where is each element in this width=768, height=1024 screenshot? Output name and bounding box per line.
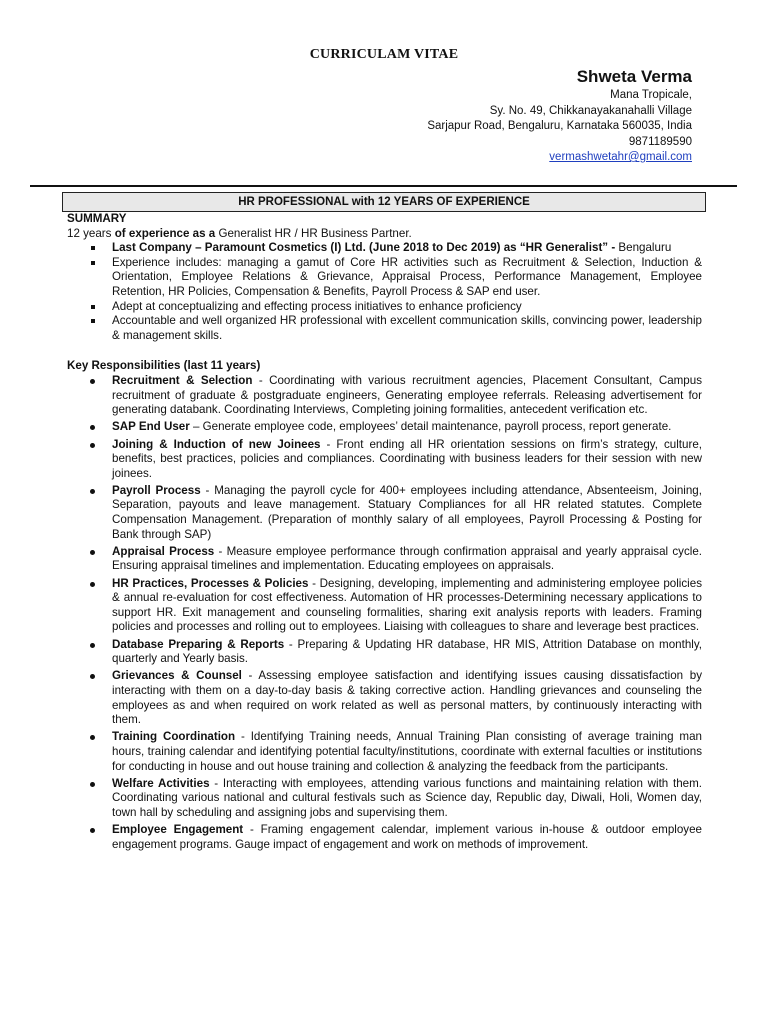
header-divider: [30, 185, 737, 187]
section-banner: HR PROFESSIONAL with 12 YEARS OF EXPERIENCE: [62, 192, 706, 212]
responsibility-item: [67, 545, 702, 574]
email-link[interactable]: vermashwetahr@gmail.com: [549, 151, 692, 163]
responsibility-text: - Measure employee performance through confirmation appraisal and yearly appraisal cycle. Ensuring appraisal timelines and implementation. Educating employees on appraisals.: [112, 544, 702, 573]
responsibility-item: [67, 438, 702, 482]
summary-list: [67, 241, 702, 343]
summary-heading: SUMMARY: [67, 212, 127, 225]
summary-item-text: Adept at conceptualizing and effecting process initiatives to enhance proficiency: [112, 299, 522, 313]
responsibility-text: - Front ending all HR orientation sessions on firm’s strategy, culture, benefits, best practices, policies and compliances. Coordinating with business leaders for their session with new joinees.: [112, 437, 702, 480]
summary-intro-lead: 12 years: [67, 226, 115, 240]
summary-item-text: Experience includes: managing a gamut of Core HR activities such as Recruitment & Selection, Induction & Orientation, Employee Relations & Grievance, Appraisal Process, Performance Management, Employee Retention, HR Policies, Compensation & Benefits, Payroll Process & SAP end user.: [112, 255, 702, 298]
responsibility-title: Welfare Activities: [112, 776, 210, 790]
responsibility-text: - Designing, developing, implementing and administering employee policies & annual re-evaluation for cost effectiveness. Automation of HR processes-Determining necessary applications to support HR. Exit management and counseling formalities, sharing exit analysis reports with leaders. Framing policies and processes and rolling out to employees. Liaising with colleagues to share and leverage best practices.: [112, 576, 702, 634]
responsibility-text: - Framing engagement calendar, implement various in-house & outdoor employee engagement programs. Gauge impact of engagement and work on methods of improvement.: [112, 823, 702, 851]
responsibility-text: - Assessing employee satisfaction and identifying issues causing dissatisfaction by interacting with them on a day-to-day basis & taking corrective action. Handling grievances and counseling the employees as and when required on work related as well as personal matters, by continuously interacting with them.: [112, 669, 702, 727]
address-line-2: Sy. No. 49, Chikkanayakanahalli Village: [489, 104, 692, 117]
responsibility-item: [67, 374, 702, 418]
responsibility-item: [67, 484, 702, 542]
responsibility-title: Employee Engagement: [112, 823, 244, 837]
responsibility-text: - Managing the payroll cycle for 400+ employees including attendance, Absenteeism, Joining, Separation, payouts and leave management. Statuary Compliances for all HR related statutes. Complete Compensation Management. (Preparation of monthly salary of all employees, Payroll Processing & Posting for Bank through SAP): [112, 483, 702, 541]
responsibility-title: HR Practices, Processes & Policies: [112, 576, 309, 590]
summary-intro-bold: of experience as a: [114, 226, 216, 240]
responsibilities-list: [67, 374, 702, 852]
responsibility-item: [67, 638, 702, 667]
summary-item-text: Accountable and well organized HR professional with excellent communication skills, convincing power, leadership & management skills.: [112, 314, 702, 342]
summary-item: [67, 241, 702, 256]
responsibility-item: [67, 420, 702, 435]
summary-item: [67, 300, 702, 315]
phone-number: 9871189590: [628, 135, 692, 148]
responsibility-text: – Generate employee code, employees’ detail maintenance, payroll process, report generate.: [189, 420, 672, 434]
summary-intro: [67, 227, 702, 242]
responsibility-item: [67, 669, 702, 727]
document-title: CURRICULAM VITAE: [309, 47, 459, 62]
responsibility-title: SAP End User: [112, 420, 190, 434]
summary-intro-rest: Generalist HR / HR Business Partner.: [215, 226, 412, 240]
main-content: [67, 212, 702, 855]
responsibility-title: Database Preparing & Reports: [112, 637, 285, 651]
responsibilities-heading: Key Responsibilities (last 11 years): [67, 359, 261, 373]
address-line-3: Sarjapur Road, Bengaluru, Karnataka 560035, India: [427, 120, 692, 132]
summary-item-text: Bengaluru: [615, 241, 672, 255]
responsibility-title: Grievances & Counsel: [112, 669, 242, 683]
responsibility-text: - Preparing & Updating HR database, HR MIS, Attrition Database on monthly, quarterly and Yearly basis.: [112, 637, 703, 666]
summary-item: [67, 314, 702, 343]
responsibility-item: [67, 823, 702, 852]
contact-block: [427, 66, 692, 166]
responsibility-item: [67, 777, 702, 821]
responsibility-title: Training Coordination: [112, 730, 236, 744]
responsibility-text: - Interacting with employees, attending various functions and maintaining relation with them. Coordinating various national and cultural festivals such as Science day, Republic day, Diwali, Holi, Women day, town hall by scheduling and assigning jobs and supervising them.: [112, 776, 702, 819]
responsibility-item: [67, 577, 702, 635]
summary-item-bold: Last Company – Paramount Cosmetics (I) Ltd. (June 2018 to Dec 2019) as “HR Generalist” -: [112, 241, 616, 255]
responsibility-text: - Identifying Training needs, Annual Training Plan consisting of average training man hours, training calendar and identifying potential faculty/institutions, coordinate with external faculties or institutions for conducting in house and out house training and collection & analyzing the feedback from the participants.: [112, 730, 702, 773]
responsibility-title: Joining & Induction of new Joinees: [112, 437, 321, 451]
address-line-1: Mana Tropicale,: [610, 89, 692, 101]
responsibility-item: [67, 730, 702, 774]
responsibility-title: Appraisal Process: [112, 544, 215, 558]
responsibility-title: Payroll Process: [112, 483, 201, 497]
summary-item: [67, 256, 702, 300]
responsibility-text: - Coordinating with various recruitment agencies, Placement Consultant, Campus recruitment of graduate & postgraduate engineers, Generating employee referrals. Releasing advertisement for generating databank. Coordinating Interviews, Completing joining formalities, antecedent verification etc.: [112, 373, 702, 417]
candidate-name: Shweta Verma: [576, 67, 692, 86]
responsibility-title: Recruitment & Selection: [112, 373, 253, 387]
